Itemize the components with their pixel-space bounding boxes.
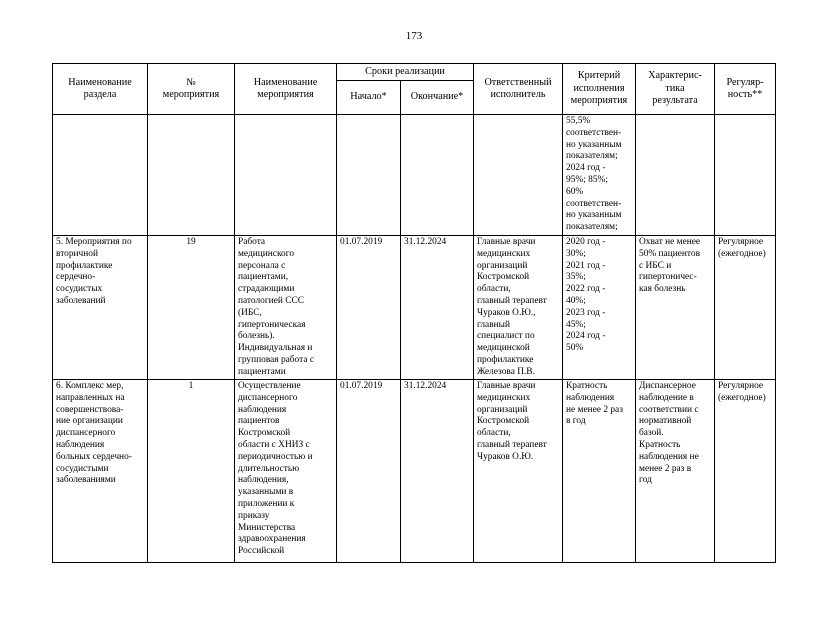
page-number: 173: [405, 30, 423, 42]
table-row: [53, 380, 776, 563]
header-regularity: Регуляр- ность**: [715, 64, 776, 115]
cell-name: [235, 115, 337, 236]
cell-result: [636, 115, 715, 236]
header-name: Наименование мероприятия: [235, 64, 337, 115]
cell-responsible: Главные врачи медицинских организаций Костромской области, главный терапевт Чураков О.Ю.: [474, 380, 563, 563]
cell-responsible: Главные врачи медицинских организаций Костромской области, главный терапевт Чураков О.Ю., главный специалист по медицинской профилактике Железова П.В.: [474, 236, 563, 380]
cell-section: 6. Комплекс мер, направленных на совершенствова- ние организации диспансерного наблюдения больных сердечно- сосудистыми заболеваниями: [53, 380, 148, 563]
cell-start: 01.07.2019: [337, 380, 401, 563]
header-end: Окончание*: [401, 81, 474, 115]
header-number: № мероприятия: [148, 64, 235, 115]
cell-regularity: Регулярное (ежегодное): [715, 236, 776, 380]
cell-responsible: [474, 115, 563, 236]
cell-number: 19: [148, 236, 235, 380]
cell-criterion: 2020 год - 30%; 2021 год - 35%; 2022 год - 40%; 2023 год - 45%; 2024 год - 50%: [563, 236, 636, 380]
table-row: [53, 236, 776, 380]
cell-section: 5. Мероприятия по вторичной профилактике сердечно- сосудистых заболеваний: [53, 236, 148, 380]
header-responsible: Ответственный исполнитель: [474, 64, 563, 115]
cell-number: 1: [148, 380, 235, 563]
cell-end: [401, 115, 474, 236]
cell-end: 31.12.2024: [401, 236, 474, 380]
cell-regularity: Регулярное (ежегодное): [715, 380, 776, 563]
cell-criterion: Кратность наблюдения не менее 2 раз в год: [563, 380, 636, 563]
header-criterion: Критерий исполнения мероприятия: [563, 64, 636, 115]
cell-end: 31.12.2024: [401, 380, 474, 563]
cell-start: [337, 115, 401, 236]
header-section: Наименование раздела: [53, 64, 148, 115]
table-row: [53, 115, 776, 236]
cell-number: [148, 115, 235, 236]
header-result: Характерис- тика результата: [636, 64, 715, 115]
cell-name: Осуществление диспансерного наблюдения пациентов Костромской области с ХНИЗ с периодичностью и длительностью наблюдения, указанными в приложении к приказу Министерства здравоохранения Российской: [235, 380, 337, 563]
cell-regularity: [715, 115, 776, 236]
activities-table: [52, 63, 776, 563]
cell-result: Диспансерное наблюдение в соответствии с нормативной базой. Кратность наблюдения не менее 2 раз в год: [636, 380, 715, 563]
header-terms: Сроки реализации: [337, 64, 474, 81]
cell-name: Работа медицинского персонала с пациентами, страдающими патологией ССС (ИБС, гипертоническая болезнь). Индивидуальная и групповая работа с пациентами: [235, 236, 337, 380]
cell-start: 01.07.2019: [337, 236, 401, 380]
cell-result: Охват не менее 50% пациентов с ИБС и гипертоничес- кая болезнь: [636, 236, 715, 380]
cell-section: [53, 115, 148, 236]
cell-criterion: 55,5% соответствен- но указанным показателям; 2024 год - 95%; 85%; 60% соответствен- но указанным показателям;: [563, 115, 636, 236]
header-start: Начало*: [337, 81, 401, 115]
